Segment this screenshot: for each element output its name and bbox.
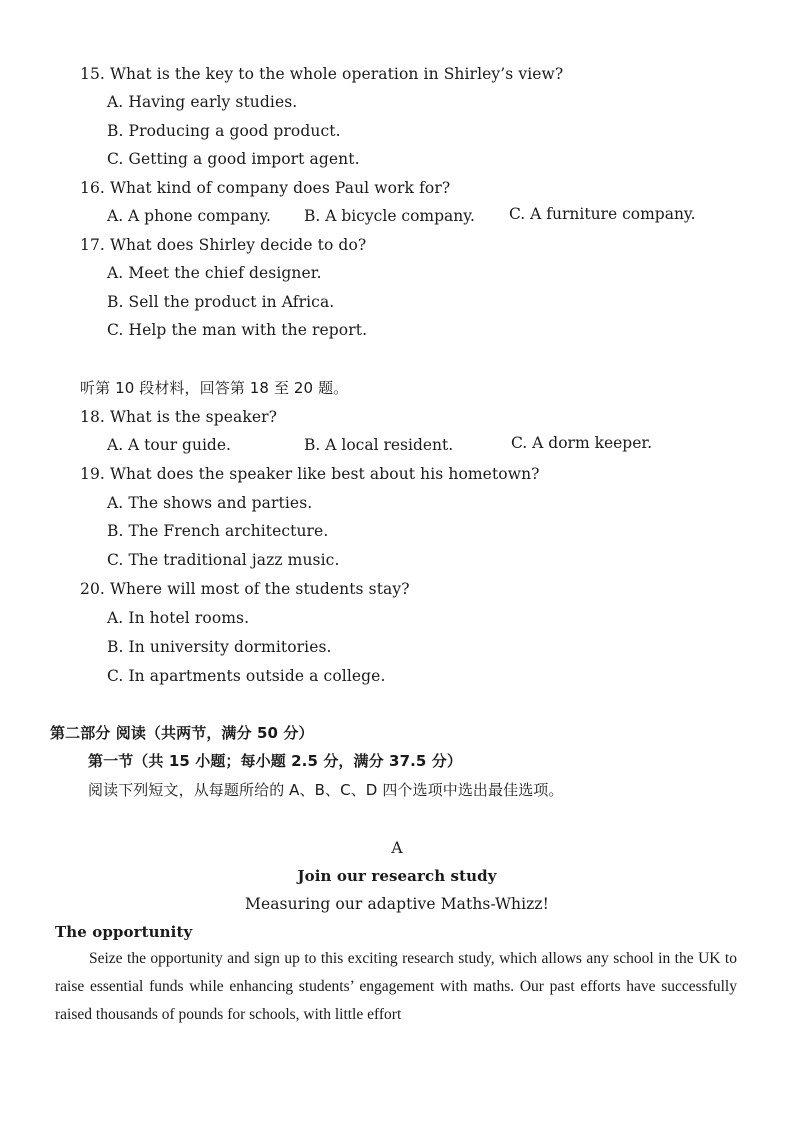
passage-paragraph-text: Seize the opportunity and sign up to this exciting research study, which allows any school in the UK to raise essential funds while enhancing students’ engagement with maths. Our past efforts have successfully raised thousands of pounds for schools, with little effort <box>55 950 737 1023</box>
option-16a: A. A phone company. <box>107 207 271 225</box>
option-20a: A. In hotel rooms. <box>107 609 250 627</box>
option-17b: B. Sell the product in Africa. <box>107 293 335 311</box>
question-16: 16. What kind of company does Paul work for? <box>80 179 451 197</box>
question-19: 19. What does the speaker like best about his hometown? <box>80 465 540 483</box>
option-17a: A. Meet the chief designer. <box>107 264 322 282</box>
option-16b: B. A bicycle company. <box>304 207 475 225</box>
option-19a: A. The shows and parties. <box>107 494 313 512</box>
question-20: 20. Where will most of the students stay? <box>80 580 410 598</box>
option-18c: C. A dorm keeper. <box>511 434 653 452</box>
option-15a: A. Having early studies. <box>107 93 298 111</box>
option-18b: B. A local resident. <box>304 436 454 454</box>
option-20b: B. In university dormitories. <box>107 638 332 656</box>
option-20c: C. In apartments outside a college. <box>107 667 386 685</box>
passage-subtitle: Measuring our adaptive Maths-Whizz! <box>244 895 550 913</box>
part2-instruction: 阅读下列短文，从每题所给的 A、B、C、D 四个选项中选出最佳选项。 <box>88 781 564 799</box>
passage-letter: A <box>391 839 403 857</box>
option-17c: C. Help the man with the report. <box>107 321 368 339</box>
question-18: 18. What is the speaker? <box>80 408 278 426</box>
option-15c: C. Getting a good import agent. <box>107 150 360 168</box>
section-note-10: 听第 10 段材料，回答第 18 至 20 题。 <box>80 379 349 397</box>
option-19c: C. The traditional jazz music. <box>107 551 340 569</box>
option-18a: A. A tour guide. <box>107 436 231 454</box>
passage-title: Join our research study <box>297 867 497 885</box>
passage-paragraph <box>55 945 737 1029</box>
question-15: 15. What is the key to the whole operation in Shirley’s view? <box>80 65 564 83</box>
option-19b: B. The French architecture. <box>107 522 329 540</box>
part2-heading: 第二部分 阅读（共两节，满分 50 分） <box>50 724 314 742</box>
option-15b: B. Producing a good product. <box>107 122 341 140</box>
part2-subheading: 第一节（共 15 小题；每小题 2.5 分，满分 37.5 分） <box>88 752 462 770</box>
section-heading-opportunity: The opportunity <box>55 923 193 941</box>
question-17: 17. What does Shirley decide to do? <box>80 236 367 254</box>
option-16c: C. A furniture company. <box>509 205 696 223</box>
